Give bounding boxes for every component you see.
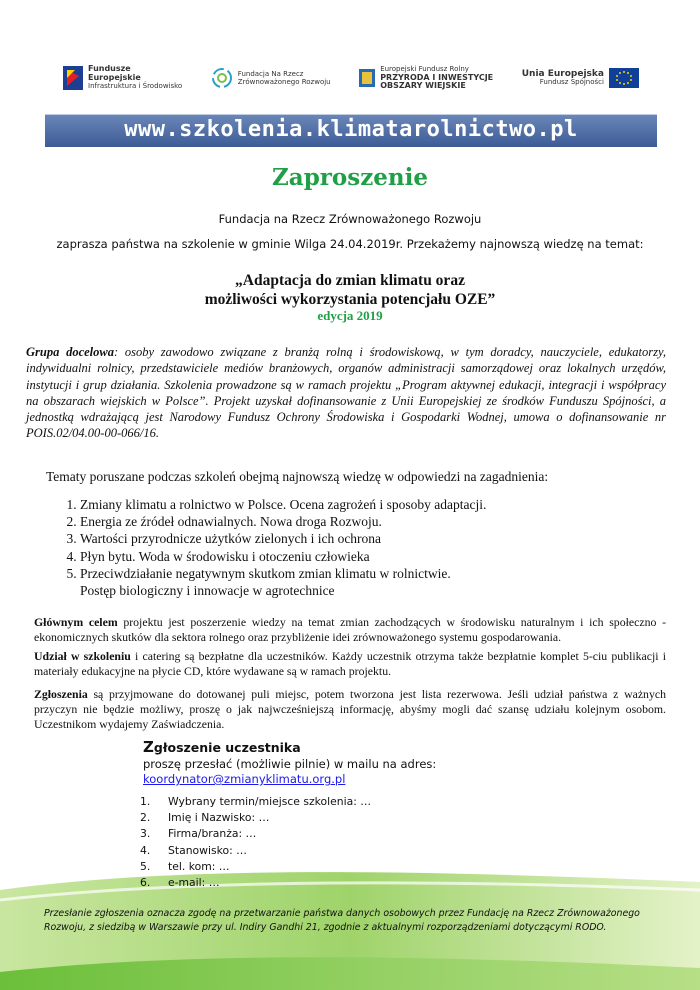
prow-emblem-icon	[359, 69, 375, 87]
fe-logo-line1: Fundusze	[88, 64, 131, 74]
list-item: 3. Wartości przyrodnicze użytków zielonych i ich ochrona	[80, 530, 680, 547]
list-item	[140, 843, 371, 859]
topic-5-line-1: Przeciwdziałanie negatywnym skutkom zmian klimatu w rolnictwie.	[80, 565, 451, 581]
form-instruction: proszę przesłać (możliwie pilnie) w mailu na adres:	[143, 757, 437, 771]
list-item	[140, 859, 371, 875]
goal-paragraph	[34, 615, 666, 645]
subject-line-1: „Adaptacja do zmian klimatu oraz	[235, 272, 465, 289]
field-label: Imię i Nazwisko: …	[168, 811, 270, 825]
participation-text: i catering są bezpłatne dla uczestników. Każdy uczestnik otrzyma także bezpłatnie komplet 5-ciu publikacji i materiały edukacyjne na płycie CD, które wydawane są w ramach projektu.	[34, 649, 666, 679]
fe-logo-line3: Infrastruktura i Środowisko	[88, 82, 183, 91]
fundacja-logo-line2: Zrównoważonego Rozwoju	[237, 78, 331, 86]
list-item: 2. Energia ze źródeł odnawialnych. Nowa droga Rozwoju.	[80, 513, 680, 530]
gdpr-consent-note: Przesłanie zgłoszenia oznacza zgodę na przetwarzanie państwa danych osobowych przez Fundację na Rzecz Zrównoważonego Rozwoju, z siedzibą w Warszawie przy ul. Indiry Gandhi 21, zgodnie z aktualnymi rozporządzeniami dotyczącymi RODO.	[44, 908, 640, 933]
field-label: Firma/branża: …	[168, 827, 257, 841]
fundacja-swirl-icon	[211, 67, 233, 89]
logo-unia-europejska	[522, 68, 639, 88]
fe-flag-icon	[63, 66, 83, 90]
logo-fundacja	[211, 67, 331, 89]
ue-logo-line1: Unia Europejska	[521, 68, 604, 79]
field-label: Stanowisko: …	[168, 843, 247, 857]
field-number: 6.	[140, 876, 151, 890]
topics-list	[38, 496, 680, 599]
list-item	[140, 875, 371, 891]
logo-prow	[359, 65, 493, 91]
logo-strip	[45, 42, 657, 114]
target-group-paragraph	[26, 344, 666, 442]
fe-logo-line2: Europejskie	[88, 72, 141, 82]
participation-label: Udział w szkoleniu	[34, 649, 131, 663]
applications-paragraph	[34, 687, 666, 733]
list-item	[80, 565, 680, 599]
website-url-bar	[45, 114, 657, 147]
field-label: Wybrany termin/miejsce szkolenia: …	[168, 795, 372, 808]
eu-flag-icon	[609, 68, 639, 88]
list-item	[140, 794, 371, 810]
prow-logo-line2: PRZYRODA I INWESTYCJE	[380, 72, 494, 82]
participation-paragraph	[34, 649, 666, 679]
topic-5-line-2: Postęp biologiczny i innowacje w agrotechnice	[80, 583, 335, 599]
training-subject	[0, 271, 700, 309]
list-item: 1. Zmiany klimatu a rolnictwo w Polsce. Ocena zagrożeń i sposoby adaptacji.	[80, 496, 680, 513]
goal-text: projektu jest poszerzenie wiedzy na temat zmian zachodzących w środowisku naturalnym i ich społeczno - ekonomicznych skutków dla sektora rolnego oraz przybliżenie idei zrównoważonego systemu gospodarowania.	[34, 615, 666, 645]
applications-text: są przyjmowane do dotowanej puli miejsc, potem tworzona jest lista rezerwowa. Jeśli udział państwa z ważnych przyczyn nie będzie możliwy, proszę o jak najwcześniejszą informację, abyśmy mogli dać szansę udziału kolejnym osobom. Uczestnikom wydajemy Zaświadczenia.	[34, 687, 666, 732]
field-number: 5.	[140, 859, 151, 873]
field-number: 2.	[140, 811, 151, 825]
organizer-name: Fundacja na Rzecz Zrównoważonego Rozwoju	[218, 212, 482, 226]
subject-line-2: możliwości wykorzystania potencjału OZE”	[204, 291, 496, 308]
page-title: Zaproszenie	[272, 164, 428, 191]
prow-logo-line1: Europejski Fundusz Rolny	[380, 65, 469, 74]
field-number: 4.	[140, 843, 151, 857]
form-title-rest: głoszenie uczestnika	[153, 740, 301, 755]
website-url: www.szkolenia.klimatarolnictwo.pl	[124, 117, 578, 142]
edition-label: edycja 2019	[317, 308, 383, 323]
ue-logo-line2: Fundusz Spójności	[539, 78, 604, 86]
form-fields-list	[140, 794, 371, 891]
target-group-text: : osoby zawodowo związane z branżą rolną i środowiskową, w tym doradcy, nauczyciele, edukatorzy, indywidualni rolnicy, przedstawiciele mediów branżowych, organów administracji samorządowej oraz lokalnych urzędów, instytucji i grup działania. Szkolenia prowadzone są w ramach projektu „Program aktywnej edukacji, integracji i współpracy na obszarach wiejskich w Polsce”. Projekt uzyskał dofinansowanie z Unii Europejskiej ze środków Funduszu Spójności, a jednostką wdrażającą jest Narodowy Fundusz Ochrony Środowiska i Gospodarki Wodnej, umowa o dofinansowanie nr POIS.02/04.00-00-066/16.	[26, 345, 666, 441]
applications-label: Zgłoszenia	[34, 687, 88, 701]
topics-intro: Tematy poruszane podczas szkoleń obejmą najnowszą wiedzę w odpowiedzi na zagadnienia:	[46, 469, 549, 484]
prow-logo-line3: OBSZARY WIEJSKIE	[380, 81, 466, 91]
form-title-initial: Z	[143, 738, 154, 756]
goal-label: Głównym celem	[34, 615, 118, 629]
field-number: 3.	[140, 827, 151, 841]
list-item: 4. Płyn bytu. Woda w środowisku i otoczeniu człowieka	[80, 548, 680, 565]
fundacja-logo-line1: Fundacja Na Rzecz	[237, 69, 304, 78]
list-item	[140, 826, 371, 842]
coordinator-email-link[interactable]: koordynator@zmianyklimatu.org.pl	[143, 772, 346, 786]
target-group-label: Grupa docelowa	[26, 345, 114, 359]
invitation-line: zaprasza państwa na szkolenie w gminie Wilga 24.04.2019r. Przekażemy najnowszą wiedzę na temat:	[56, 237, 644, 251]
logo-fundusze-europejskie	[63, 65, 182, 91]
list-item	[140, 810, 371, 826]
field-label: e-mail: …	[168, 876, 220, 890]
field-number: 1.	[140, 795, 151, 808]
header-banner	[45, 42, 657, 146]
form-title	[143, 738, 301, 756]
field-label: tel. kom: …	[168, 859, 230, 873]
